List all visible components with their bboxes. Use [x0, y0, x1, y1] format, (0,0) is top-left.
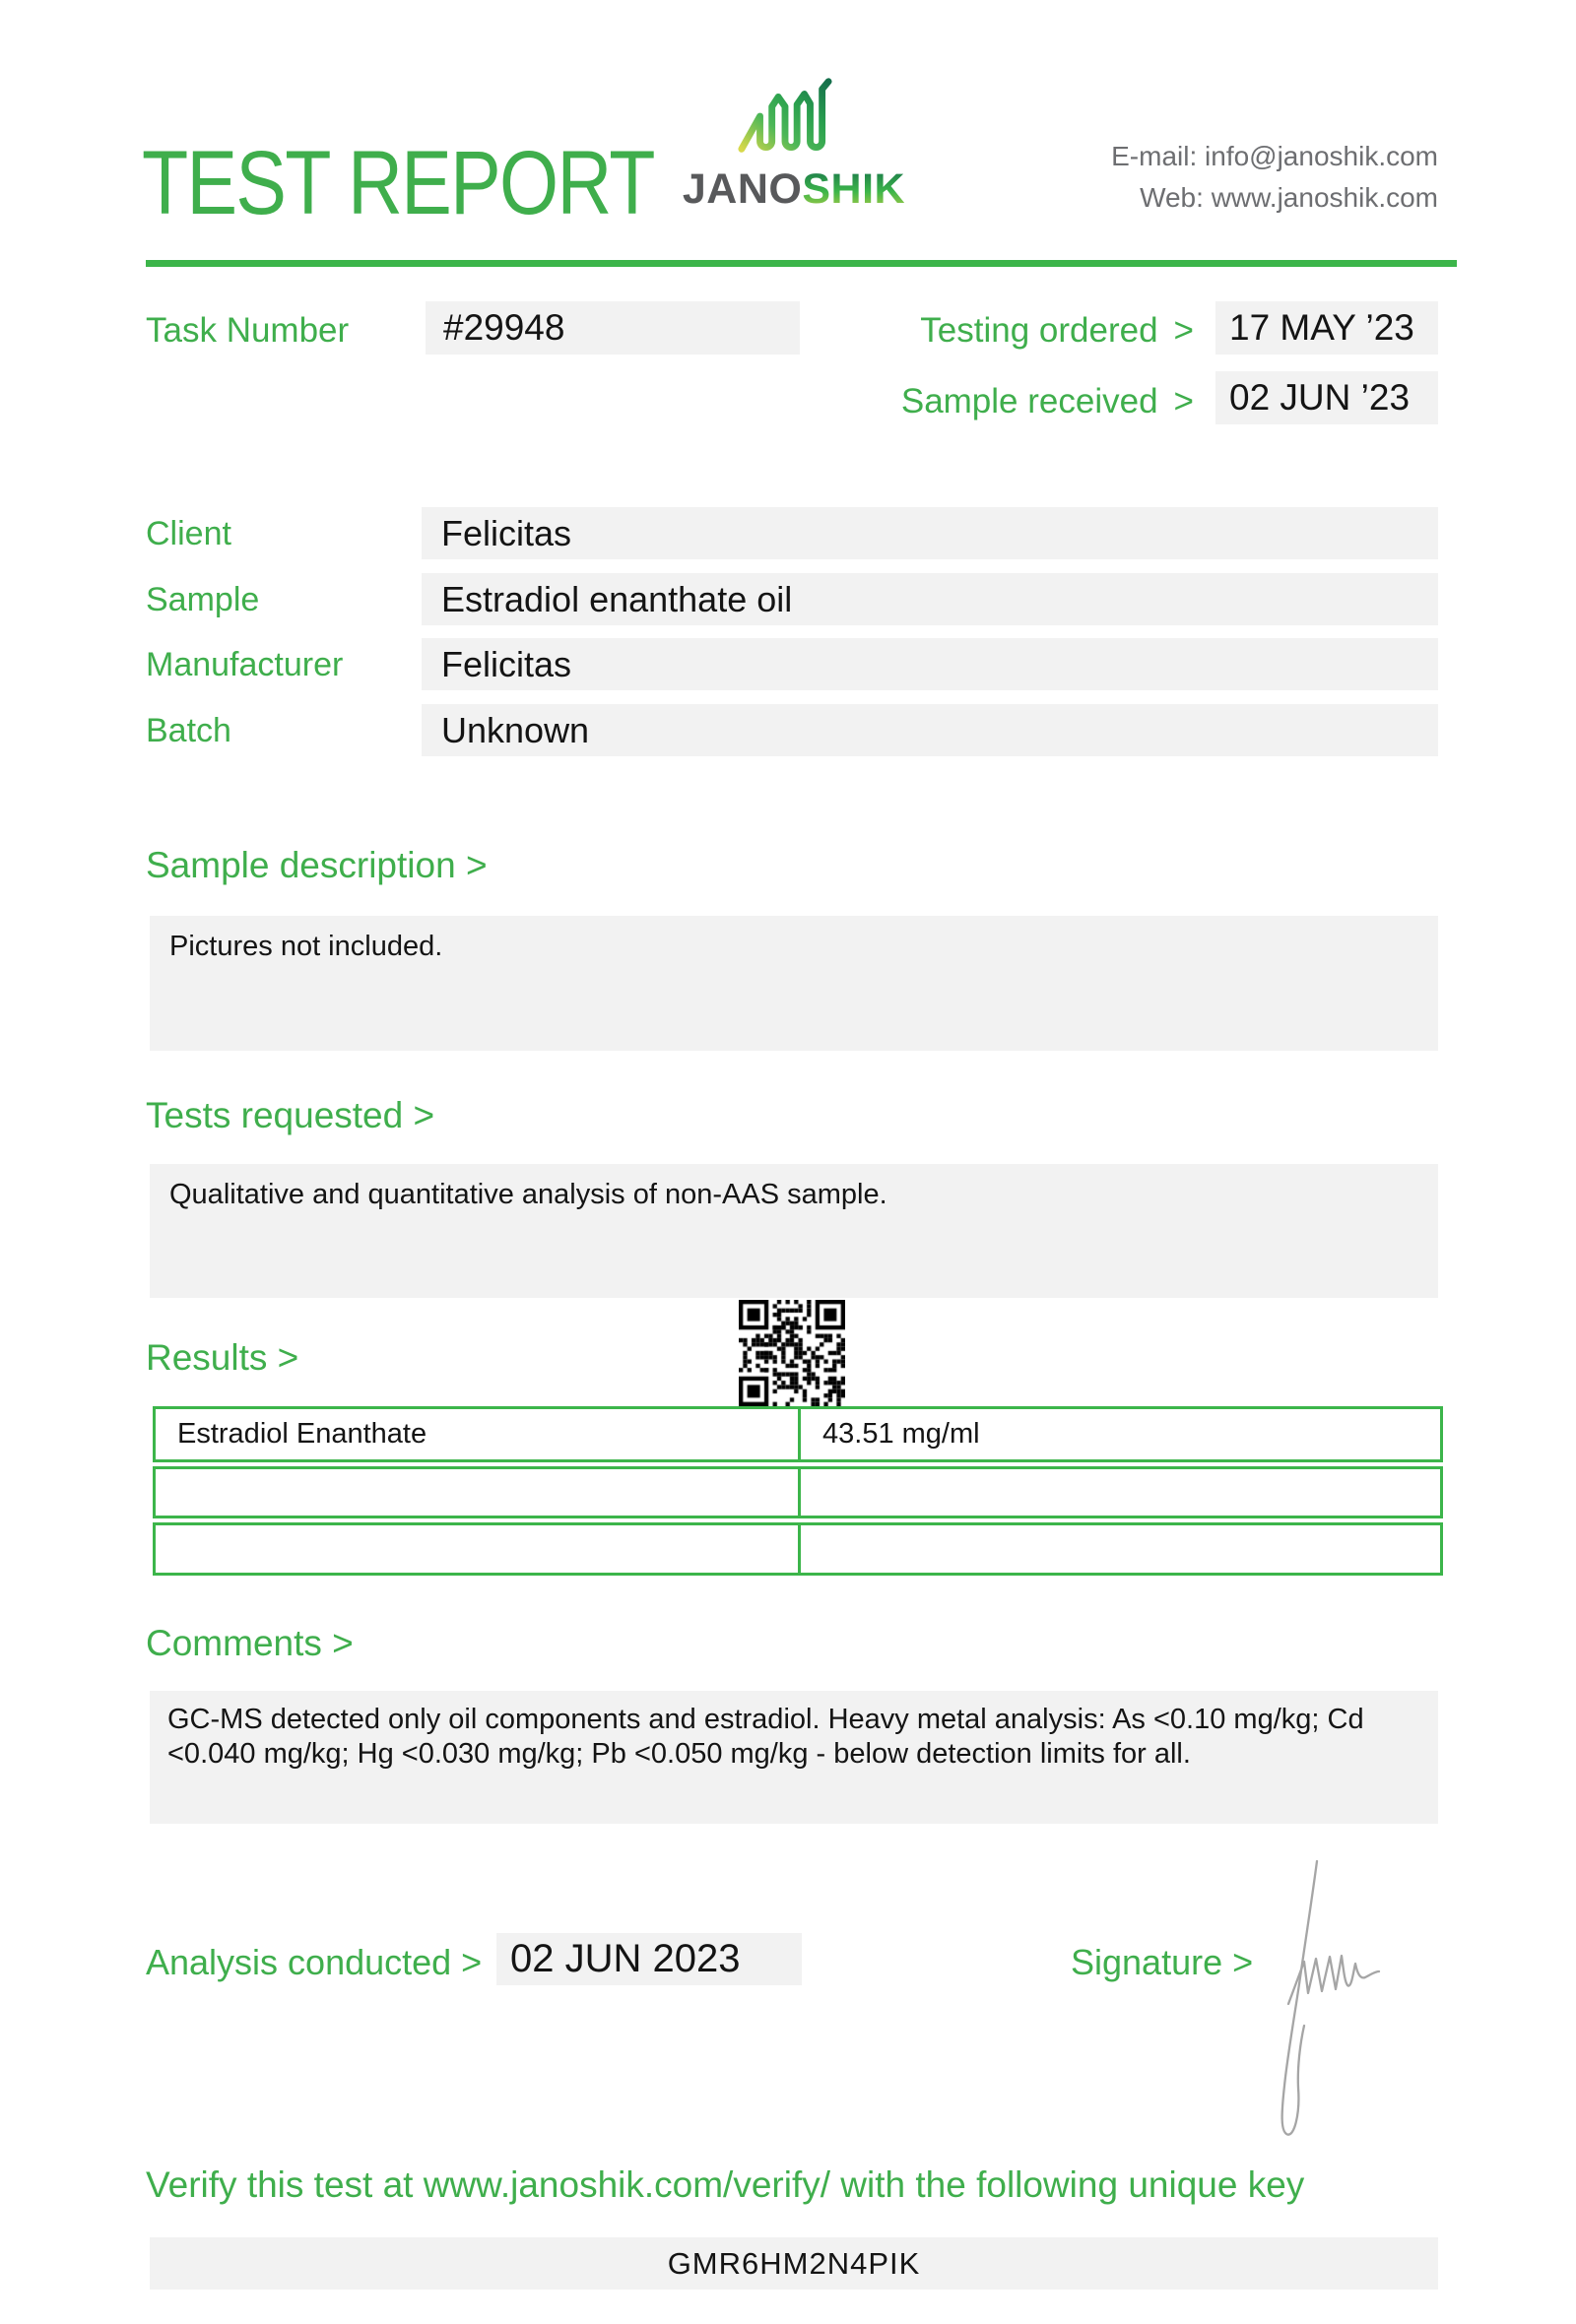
testing-ordered-value: 17 MAY ’23	[1229, 307, 1414, 348]
tests-requested-heading: Tests requested >	[146, 1095, 435, 1135]
logo-jano: JANO	[682, 165, 803, 213]
analysis-date-field	[496, 1933, 802, 1985]
result-value-cell	[801, 1525, 1440, 1573]
result-value: 43.51 mg/ml	[822, 1418, 980, 1450]
testing-ordered-field	[1215, 301, 1438, 355]
qr-code	[739, 1300, 845, 1406]
sample-received-value: 02 JUN ’23	[1229, 377, 1411, 418]
task-number-label: Task Number	[146, 311, 350, 350]
arrow-right-icon: >	[1173, 382, 1194, 420]
task-number-value: #29948	[443, 307, 565, 348]
sample-received-text: Sample received	[900, 382, 1158, 420]
analysis-conducted-label: Analysis conducted >	[146, 1942, 483, 1982]
signature-image	[1276, 1854, 1389, 2140]
logo-shik: SHIK	[802, 165, 906, 213]
manufacturer-label: Manufacturer	[146, 646, 344, 683]
arrow-right-icon: >	[1173, 311, 1194, 350]
sample-value: Estradiol enanthate oil	[441, 579, 793, 619]
task-number-field	[426, 301, 800, 355]
sample-field	[422, 573, 1438, 625]
contact-web: Web: www.janoshik.com	[1140, 182, 1438, 213]
testing-ordered-label	[837, 311, 1194, 351]
tests-requested-text: Qualitative and quantitative analysis of non-AAS sample.	[169, 1179, 887, 1210]
page-title: TEST REPORT	[142, 133, 654, 233]
results-table-row	[153, 1466, 1443, 1518]
batch-field	[422, 704, 1438, 756]
result-name-cell	[156, 1469, 801, 1516]
sample-received-field	[1215, 371, 1438, 424]
verify-key-value: GMR6HM2N4PIK	[667, 2246, 921, 2281]
client-field	[422, 507, 1438, 559]
result-name: Estradiol Enanthate	[177, 1418, 427, 1450]
result-value-cell	[801, 1409, 1440, 1459]
comments-box	[150, 1691, 1438, 1824]
batch-label: Batch	[146, 712, 231, 749]
sample-label: Sample	[146, 581, 260, 618]
sample-description-box	[150, 916, 1438, 1051]
manufacturer-field	[422, 638, 1438, 690]
header-divider	[146, 260, 1457, 267]
batch-value: Unknown	[441, 710, 590, 750]
contact-block	[1111, 136, 1438, 219]
tests-requested-box	[150, 1164, 1438, 1298]
testing-ordered-text: Testing ordered	[920, 311, 1158, 350]
results-table-row	[153, 1522, 1443, 1576]
client-value: Felicitas	[441, 513, 572, 553]
client-label: Client	[146, 515, 231, 552]
result-value-cell	[801, 1469, 1440, 1516]
verify-instruction: Verify this test at www.janoshik.com/verify/ with the following unique key	[146, 2164, 1305, 2205]
sample-received-label	[837, 382, 1194, 421]
comments-text: GC-MS detected only oil components and estradiol. Heavy metal analysis: As <0.10 mg/kg; Cd <0.040 mg/kg; Hg <0.030 mg/kg; Pb <0.050 mg/kg - below detection limits for all.	[167, 1704, 1364, 1770]
contact-email: E-mail: info@janoshik.com	[1111, 141, 1438, 171]
analysis-date-value: 02 JUN 2023	[510, 1937, 741, 1980]
growth-chart-icon	[737, 75, 833, 160]
logo-wordmark	[676, 165, 912, 214]
results-table-row	[153, 1406, 1443, 1462]
result-name-cell	[156, 1409, 801, 1459]
sample-description-text: Pictures not included.	[169, 931, 443, 962]
result-name-cell	[156, 1525, 801, 1573]
verify-key-field	[150, 2237, 1438, 2290]
sample-description-heading: Sample description >	[146, 845, 488, 885]
signature-label: Signature >	[1071, 1942, 1254, 1982]
comments-heading: Comments >	[146, 1623, 354, 1663]
manufacturer-value: Felicitas	[441, 644, 572, 684]
results-heading: Results >	[146, 1337, 299, 1378]
